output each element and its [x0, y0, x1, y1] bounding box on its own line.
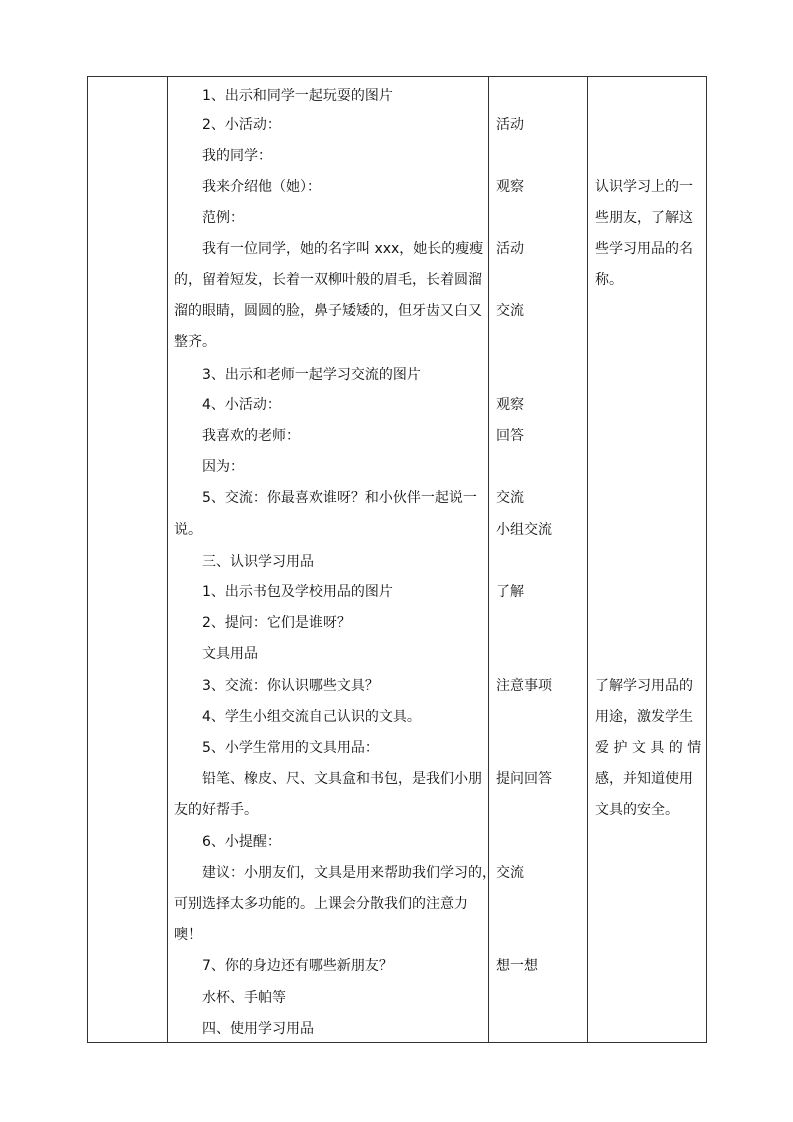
process-line: 2、小活动：: [202, 117, 281, 133]
intent-line: 用途，激发学生: [595, 709, 693, 725]
process-line: 的，留着短发，长着一双柳叶般的眉毛，长着圆溜: [174, 272, 482, 288]
process-line: 4、小活动：: [202, 397, 281, 413]
process-line: 1、出示和同学一起玩耍的图片: [202, 88, 393, 104]
process-line: 说。: [174, 522, 202, 538]
activity-line: 观察: [496, 179, 524, 195]
intent-line: 些朋友，了解这: [595, 210, 693, 226]
activity-line: 小组交流: [496, 522, 552, 538]
process-line: 5、小学生常用的文具用品：: [202, 740, 379, 756]
intent-line: 了解学习用品的: [595, 678, 693, 694]
activity-line: 活动: [496, 117, 524, 133]
process-line: 我的同学：: [202, 148, 272, 164]
process-line: 铅笔、橡皮、尺、文具盒和书包，是我们小朋: [202, 771, 482, 787]
process-line: 我喜欢的老师：: [202, 428, 300, 444]
process-line: 友的好帮手。: [174, 802, 258, 818]
intent-line: 认识学习上的一: [595, 179, 693, 195]
process-line: 建议：小朋友们，文具是用来帮助我们学习的，: [202, 865, 496, 881]
activity-line: 交流: [496, 303, 524, 319]
intent-line: 些学习用品的名: [595, 241, 693, 257]
process-line: 可别选择太多功能的。上课会分散我们的注意力: [174, 896, 468, 912]
activity-line: 想一想: [496, 958, 538, 974]
column-divider-2: [488, 77, 489, 1042]
process-line: 2、提问：它们是谁呀？: [202, 615, 351, 631]
process-line: 1、出示书包及学校用品的图片: [202, 584, 393, 600]
activity-line: 交流: [496, 865, 524, 881]
intent-line: 爱 护 文 具 的 情: [595, 740, 702, 756]
process-line: 水杯、手帕等: [202, 990, 286, 1006]
process-line: 3、交流：你认识哪些文具？: [202, 678, 379, 694]
activity-line: 提问回答: [496, 771, 552, 787]
activity-line: 观察: [496, 397, 524, 413]
column-divider-1: [167, 77, 168, 1042]
process-line: 我有一位同学，她的名字叫 xxx，她长的瘦瘦: [202, 241, 484, 257]
activity-line: 了解: [496, 584, 524, 600]
process-line: 文具用品: [202, 646, 258, 662]
activity-line: 活动: [496, 241, 524, 257]
activity-line: 注意事项: [496, 678, 552, 694]
lesson-plan-table: [87, 76, 707, 1043]
process-line: 整齐。: [174, 334, 216, 350]
intent-line: 文具的安全。: [595, 802, 679, 818]
process-line: 噢！: [174, 927, 202, 943]
intent-line: 称。: [595, 272, 623, 288]
process-line: 3、出示和老师一起学习交流的图片: [202, 367, 421, 383]
process-line: 三、认识学习用品: [202, 554, 314, 570]
process-line: 4、学生小组交流自己认识的文具。: [202, 709, 421, 725]
process-line: 6、小提醒：: [202, 834, 281, 850]
activity-line: 回答: [496, 428, 524, 444]
process-line: 溜的眼睛，圆圆的脸，鼻子矮矮的，但牙齿又白又: [174, 303, 482, 319]
column-divider-3: [587, 77, 588, 1042]
process-line: 四、使用学习用品: [202, 1021, 314, 1037]
process-line: 7、你的身边还有哪些新朋友？: [202, 958, 393, 974]
process-line: 范例：: [202, 210, 244, 226]
activity-line: 交流: [496, 490, 524, 506]
process-line: 我来介绍他（她）：: [202, 179, 321, 195]
process-line: 因为：: [202, 459, 244, 475]
process-line: 5、交流：你最喜欢谁呀？和小伙伴一起说一: [202, 490, 477, 506]
intent-line: 感，并知道使用: [595, 771, 693, 787]
